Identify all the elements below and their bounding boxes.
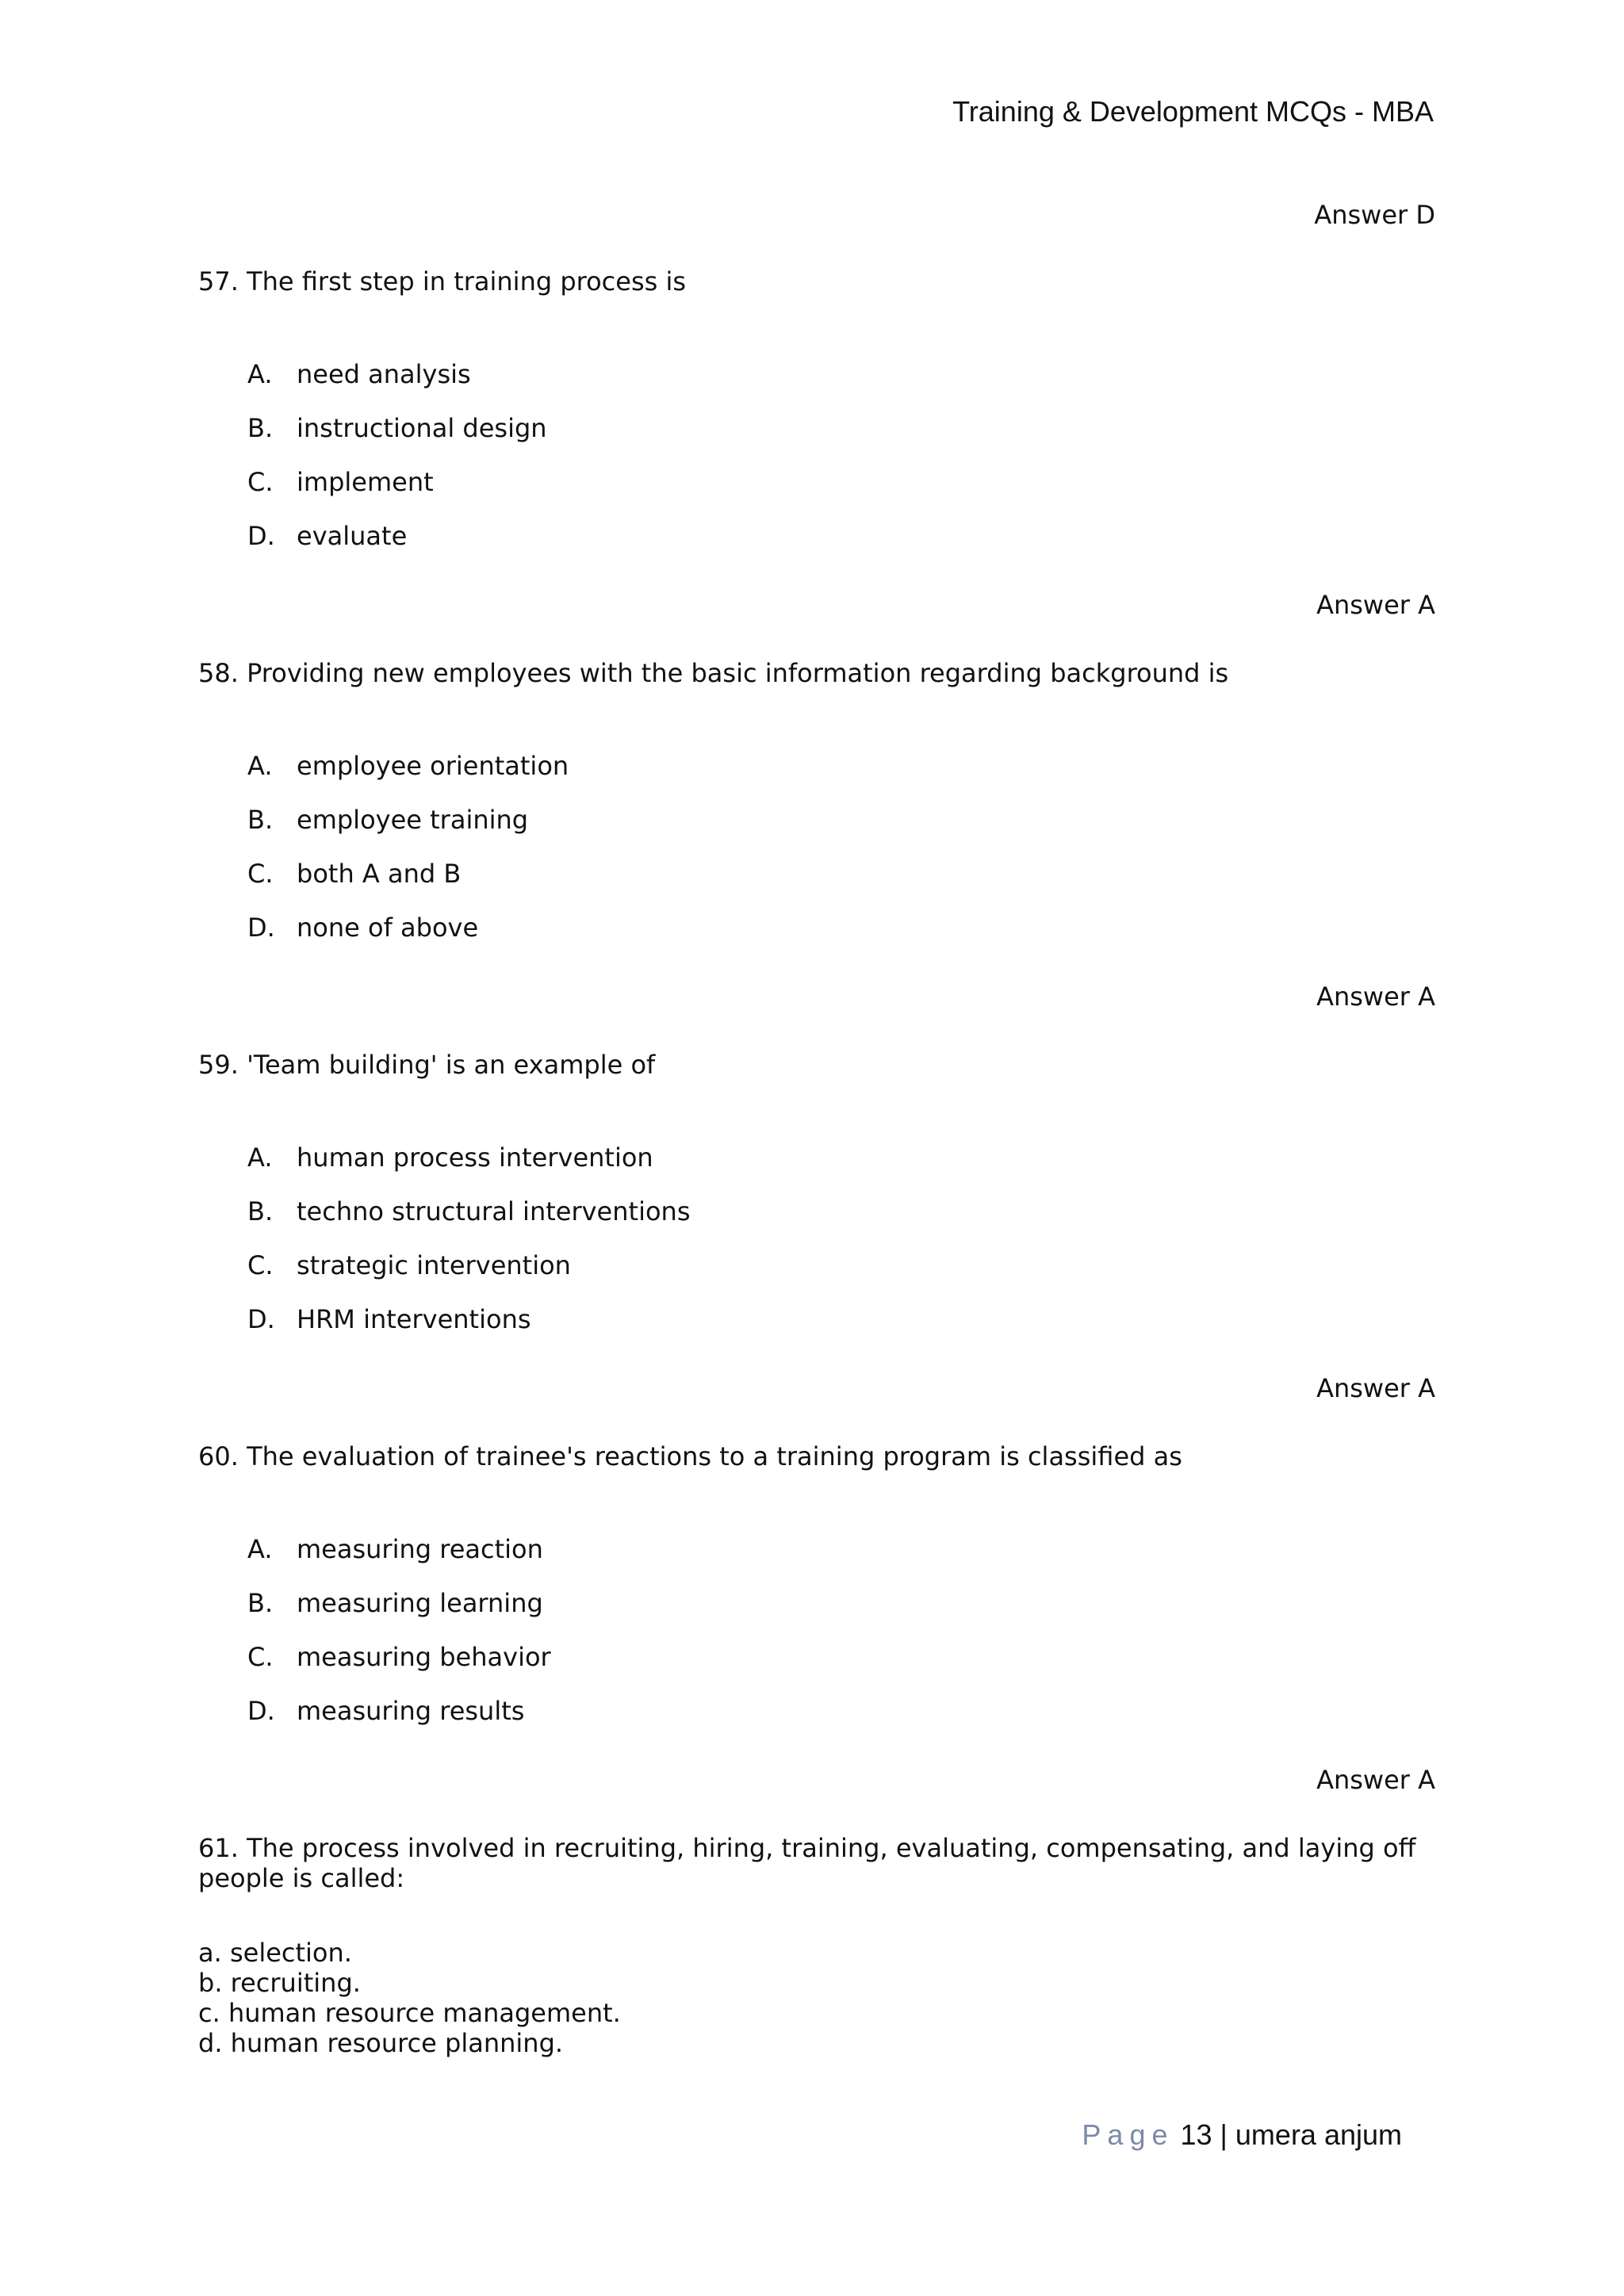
options-57	[247, 347, 547, 563]
answer-59: Answer A	[1316, 1373, 1435, 1403]
footer-author: umera anjum	[1235, 2118, 1402, 2151]
option-60-c: C. measuring behavior	[247, 1642, 551, 1672]
option-61-d: d. human resource planning.	[198, 2028, 564, 2058]
option-60-d: D. measuring results	[247, 1696, 525, 1726]
option-59-d: D. HRM interventions	[247, 1304, 531, 1334]
answer-58: Answer A	[1316, 982, 1435, 1012]
answer-60: Answer A	[1316, 1765, 1435, 1795]
answer-56: Answer D	[1314, 200, 1435, 230]
page-footer	[1082, 2118, 1402, 2152]
option-61-a: a. selection.	[198, 1938, 352, 1968]
question-61-line-1: 61. The process involved in recruiting, hiring, training, evaluating, compensating, and laying off	[198, 1833, 1416, 1863]
page-number: 13	[1180, 2118, 1212, 2151]
options-58	[247, 739, 569, 955]
option-59-a: A. human process intervention	[247, 1142, 653, 1173]
option-57-a: A. need analysis	[247, 359, 471, 389]
question-61-line-2: people is called:	[198, 1863, 405, 1893]
footer-separator: |	[1220, 2118, 1228, 2151]
option-58-a: A. employee orientation	[247, 751, 569, 781]
option-60-a: A. measuring reaction	[247, 1534, 543, 1564]
options-59	[247, 1131, 690, 1346]
option-57-b: B. instructional design	[247, 413, 547, 443]
option-57-c: C. implement	[247, 467, 434, 497]
question-58: 58. Providing new employees with the basic information regarding background is	[198, 658, 1229, 688]
page-label: Page	[1082, 2118, 1174, 2151]
options-60	[247, 1522, 551, 1738]
option-59-c: C. strategic intervention	[247, 1250, 571, 1280]
question-57: 57. The first step in training process is	[198, 266, 687, 297]
option-61-b: b. recruiting.	[198, 1968, 361, 1998]
question-59: 59. 'Team building' is an example of	[198, 1050, 656, 1080]
options-61	[198, 1938, 621, 2058]
option-58-b: B. employee training	[247, 805, 529, 835]
option-61-c: c. human resource management.	[198, 1998, 621, 2028]
question-61	[198, 1833, 1416, 1893]
option-60-b: B. measuring learning	[247, 1588, 543, 1618]
page-header: Training & Development MCQs - MBA	[952, 95, 1434, 128]
option-59-b: B. techno structural interventions	[247, 1196, 691, 1226]
question-60: 60. The evaluation of trainee's reactions to a training program is classified as	[198, 1441, 1182, 1471]
option-57-d: D. evaluate	[247, 521, 408, 551]
option-58-d: D. none of above	[247, 913, 479, 943]
option-58-c: C. both A and B	[247, 859, 462, 889]
answer-57: Answer A	[1316, 590, 1435, 620]
